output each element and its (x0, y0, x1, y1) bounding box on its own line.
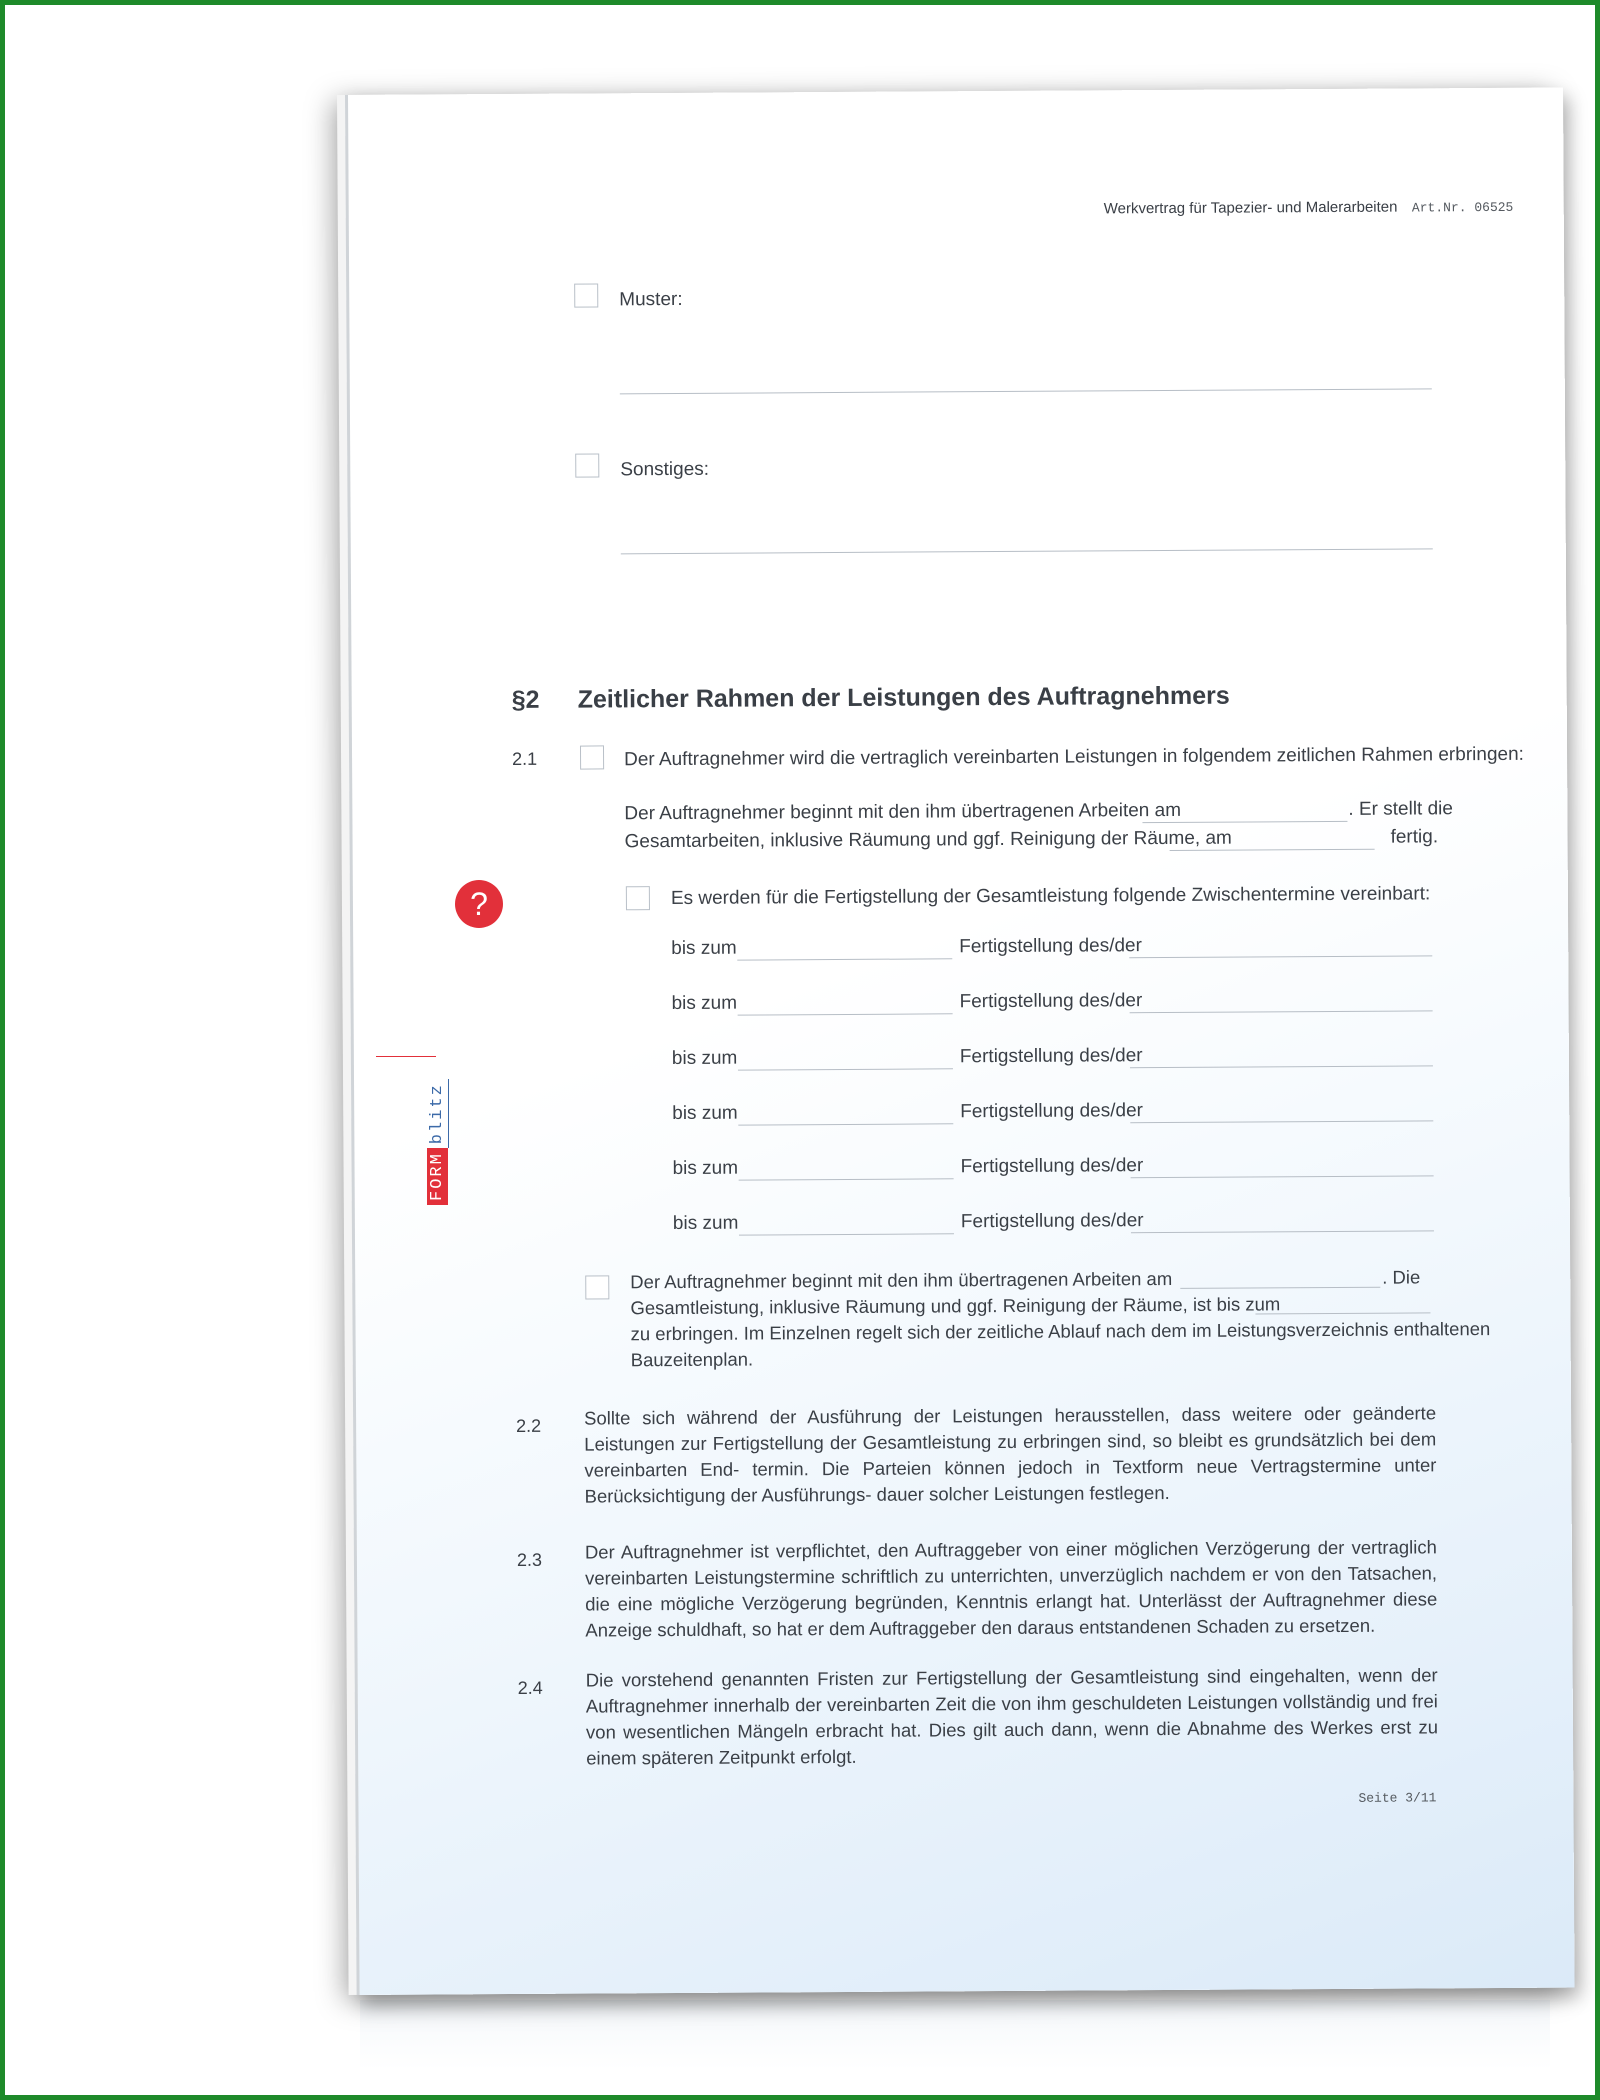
milestone-row (672, 1153, 1432, 1188)
milestone-row (672, 1098, 1432, 1133)
section-number: §2 (511, 685, 540, 714)
section-title: Zeitlicher Rahmen der Leistungen des Auftragnehmers (577, 681, 1230, 714)
end-date-label: Gesamtarbeiten, inklusive Räumung und ggf. Reinigung der Räume, am (624, 827, 1232, 853)
milestone-bis-label: bis zum (671, 937, 737, 960)
alt-end-label: Gesamtleistung, inklusive Räumung und ggf. Reinigung der Räume, ist bis zum (630, 1293, 1281, 1319)
clause-2-4-body: Die vorstehend genannten Fristen zur Fertigstellung der Gesamtleistung sind eingehalten, wenn der Auftragnehmer innerhalb der vereinbarten Zeit die von ihm geschuldeten Leistungen vollständig und frei von wesentlichen Mängeln erbracht hat. Dies gilt auch dann, wenn die Abnahme des Werkes erst zu einem späteren Zeitpunkt erfolgt. (585, 1664, 1439, 1769)
milestone-fert-label: Fertigstellung des/der (959, 935, 1142, 958)
alt-schedule-line3: zu erbringen. Im Einzelnen regelt sich der zeitliche Ablauf nach dem im Leistungsverzeichnis enthaltenen (630, 1318, 1491, 1345)
zwischentermine-checkbox[interactable] (626, 886, 650, 910)
clause-2-4-text (586, 1662, 1439, 1771)
sonstiges-label: Sonstiges: (620, 458, 710, 481)
clause-2-1-checkbox[interactable] (580, 745, 604, 769)
page-number: Seite 3/11 (1358, 1790, 1437, 1806)
milestone-fert-label: Fertigstellung des/der (960, 1210, 1144, 1233)
milestone-item-field[interactable] (1131, 1230, 1434, 1233)
clause-2-3-body: Der Auftragnehmer ist verpflichtet, den Auftraggeber von einer möglichen Verzögerung der vertraglich vereinbarten Leistungstermine schriftlich zu unterrichten, unverzüglich nachdem er von den Tatsachen, die eine mögliche Verzögerung begründen, Kenntnis erlangt hat. Unterlässt der Auftragnehmer diese Anzeige schuldhaft, so hat er dem Auftraggeber den daraus entstandenen Schaden zu ersetzen. (584, 1536, 1438, 1641)
alt-start-suffix: . Die (1382, 1266, 1421, 1288)
article-number: Art.Nr. 06525 (1411, 199, 1514, 216)
milestone-bis-label: bis zum (671, 1047, 738, 1070)
milestone-date-field[interactable] (739, 1178, 954, 1180)
clause-2-2-text (584, 1400, 1437, 1509)
start-date-label: Der Auftragnehmer beginnt mit den ihm übertragenen Arbeiten am (624, 799, 1182, 825)
clause-2-1-text: Der Auftragnehmer wird die vertraglich vereinbarten Leistungen in folgendem zeitlichen Rahmen erbringen: (624, 743, 1524, 771)
milestone-item-field[interactable] (1130, 1120, 1433, 1123)
clause-2-3-text (585, 1534, 1438, 1643)
milestone-item-field[interactable] (1129, 955, 1432, 958)
logo-divider (376, 1056, 436, 1057)
start-date-suffix: . Er stellt die (1348, 798, 1453, 820)
muster-input-line[interactable] (620, 388, 1432, 394)
milestone-date-field[interactable] (738, 1123, 953, 1125)
milestone-bis-label: bis zum (671, 992, 738, 1015)
milestone-fert-label: Fertigstellung des/der (959, 1045, 1143, 1068)
milestone-row (673, 1208, 1433, 1243)
milestone-row (671, 933, 1431, 968)
sonstiges-checkbox[interactable] (575, 453, 599, 477)
logo-form-text: FORM (427, 1148, 448, 1205)
milestone-date-field[interactable] (738, 1013, 953, 1015)
document-header (1104, 198, 1514, 219)
milestone-item-field[interactable] (1131, 1175, 1434, 1178)
milestone-item-field[interactable] (1130, 1065, 1433, 1068)
milestone-row (672, 1043, 1432, 1078)
alt-schedule-checkbox[interactable] (585, 1275, 609, 1299)
end-date-field[interactable] (1170, 849, 1375, 851)
milestone-bis-label: bis zum (672, 1102, 738, 1125)
start-date-field[interactable] (1142, 821, 1347, 823)
milestone-fert-label: Fertigstellung des/der (960, 1100, 1144, 1123)
alt-schedule-line4: Bauzeitenplan. (630, 1348, 754, 1371)
milestone-fert-label: Fertigstellung des/der (959, 990, 1143, 1013)
clause-number-2-3: 2.3 (516, 1549, 543, 1570)
end-date-suffix: fertig. (1390, 826, 1439, 848)
formblitz-logo (428, 1079, 447, 1205)
milestone-fert-label: Fertigstellung des/der (960, 1155, 1144, 1178)
clause-number-2-1: 2.1 (511, 748, 538, 769)
document-page-wrapper (345, 88, 1572, 1995)
clause-number-2-4: 2.4 (517, 1677, 543, 1698)
milestone-date-field[interactable] (738, 1068, 953, 1070)
page-reflection (360, 2000, 1550, 2070)
milestone-bis-label: bis zum (672, 1157, 739, 1180)
alt-start-field[interactable] (1180, 1287, 1380, 1289)
sonstiges-input-line[interactable] (621, 548, 1433, 554)
zwischentermine-text: Es werden für die Fertigstellung der Gesamtleistung folgende Zwischentermine vereinbart: (670, 883, 1431, 910)
document-page (345, 88, 1575, 1995)
muster-checkbox[interactable] (574, 283, 598, 307)
alt-schedule-block (630, 1266, 1491, 1375)
alt-end-field[interactable] (1255, 1312, 1430, 1314)
muster-label: Muster: (619, 288, 683, 311)
milestone-date-field[interactable] (737, 958, 952, 960)
milestone-row (671, 988, 1431, 1023)
milestone-bis-label: bis zum (672, 1212, 739, 1235)
milestone-date-field[interactable] (739, 1233, 954, 1235)
clause-2-2-body: Sollte sich während der Ausführung der Leistungen herausstellen, dass weitere oder geänderte Leistungen zur Fertigstellung der Gesamtleistung zu erbringen sind, so bleibt es grundsätzlich bei dem vereinbarten End- termin. Die Parteien können jedoch in Textform neue Vertragstermine unter Berücksichtigung der Ausführungs- dauer solcher Leistungen festlegen. (584, 1402, 1437, 1507)
logo-blitz-text: blitz (427, 1079, 449, 1148)
milestone-item-field[interactable] (1130, 1010, 1433, 1013)
alt-start-label: Der Auftragnehmer beginnt mit den ihm übertragenen Arbeiten am (630, 1267, 1173, 1293)
help-icon[interactable]: ? (455, 880, 503, 928)
document-title: Werkvertrag für Tapezier- und Malerarbeiten (1103, 198, 1398, 218)
clause-number-2-2: 2.2 (516, 1415, 542, 1436)
